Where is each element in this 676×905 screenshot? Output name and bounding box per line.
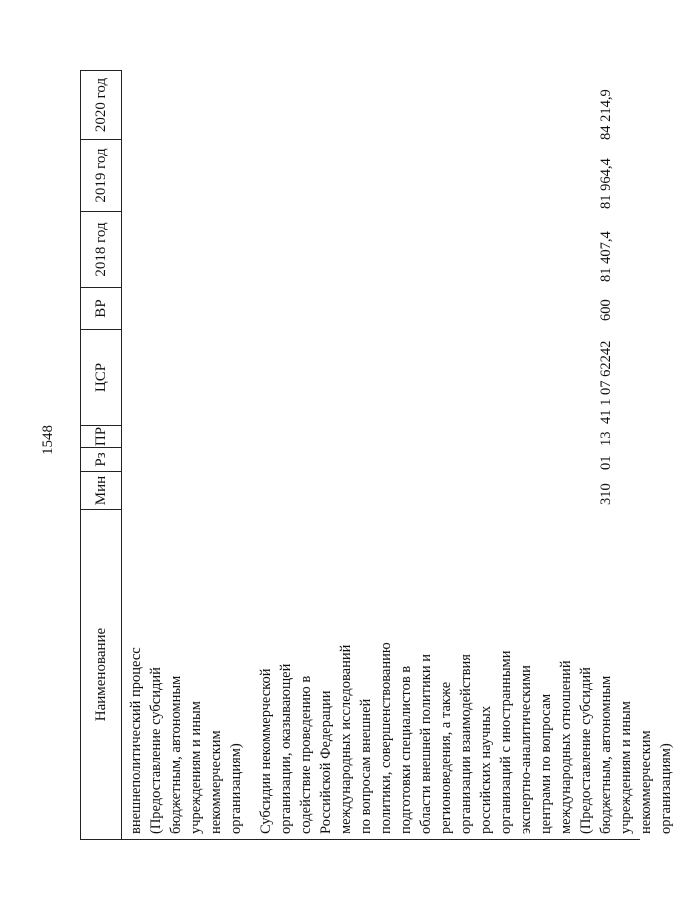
row2-min: 310 <box>598 483 614 505</box>
header-2020: 2020 год <box>92 77 109 133</box>
header-vr: ВР <box>81 287 121 329</box>
budget-table <box>80 70 674 840</box>
row2-2018: 81 407,4 <box>598 231 614 282</box>
header-2018: 2018 год <box>81 211 121 287</box>
row2-2020: 84 214,9 <box>598 89 614 140</box>
row2-csr: 41 1 07 62242 <box>598 340 614 424</box>
row2-name: Субсидии некоммерческой организации, оказывающей содействие проведению в Российской Федерации международных исследований по вопросам внешней политики, совершенствованию подготовки специалистов в области внешней политики и регионоведения, а также организации взаимодействия российских научных организаций с иностранными экспертно-аналитическими центрами по вопросам международных отношений (Предоставление субсидий бюджетным, автономным учреждениям и иным некоммерческим организациям) <box>258 642 674 834</box>
row2-rz: 01 <box>598 455 614 470</box>
row2-2019: 81 964,4 <box>598 158 614 209</box>
header-csr: ЦСР <box>81 329 121 425</box>
row2-vr: 600 <box>598 299 614 321</box>
header-name: Наименование <box>81 509 121 839</box>
row2-pr: 13 <box>598 431 614 446</box>
header-pr: ПР <box>81 425 121 447</box>
header-2019: 2019 год <box>81 139 121 211</box>
row1-name: внешнеполитический процесс (Предоставление субсидий бюджетным, автономным учреждениям и иным некоммерческим организациям) <box>128 647 244 834</box>
table-header <box>80 70 122 840</box>
table-left-border <box>122 839 640 840</box>
header-min: Мин <box>81 471 121 509</box>
page-number: 1548 <box>40 425 56 455</box>
header-rz: Рз <box>81 447 121 471</box>
